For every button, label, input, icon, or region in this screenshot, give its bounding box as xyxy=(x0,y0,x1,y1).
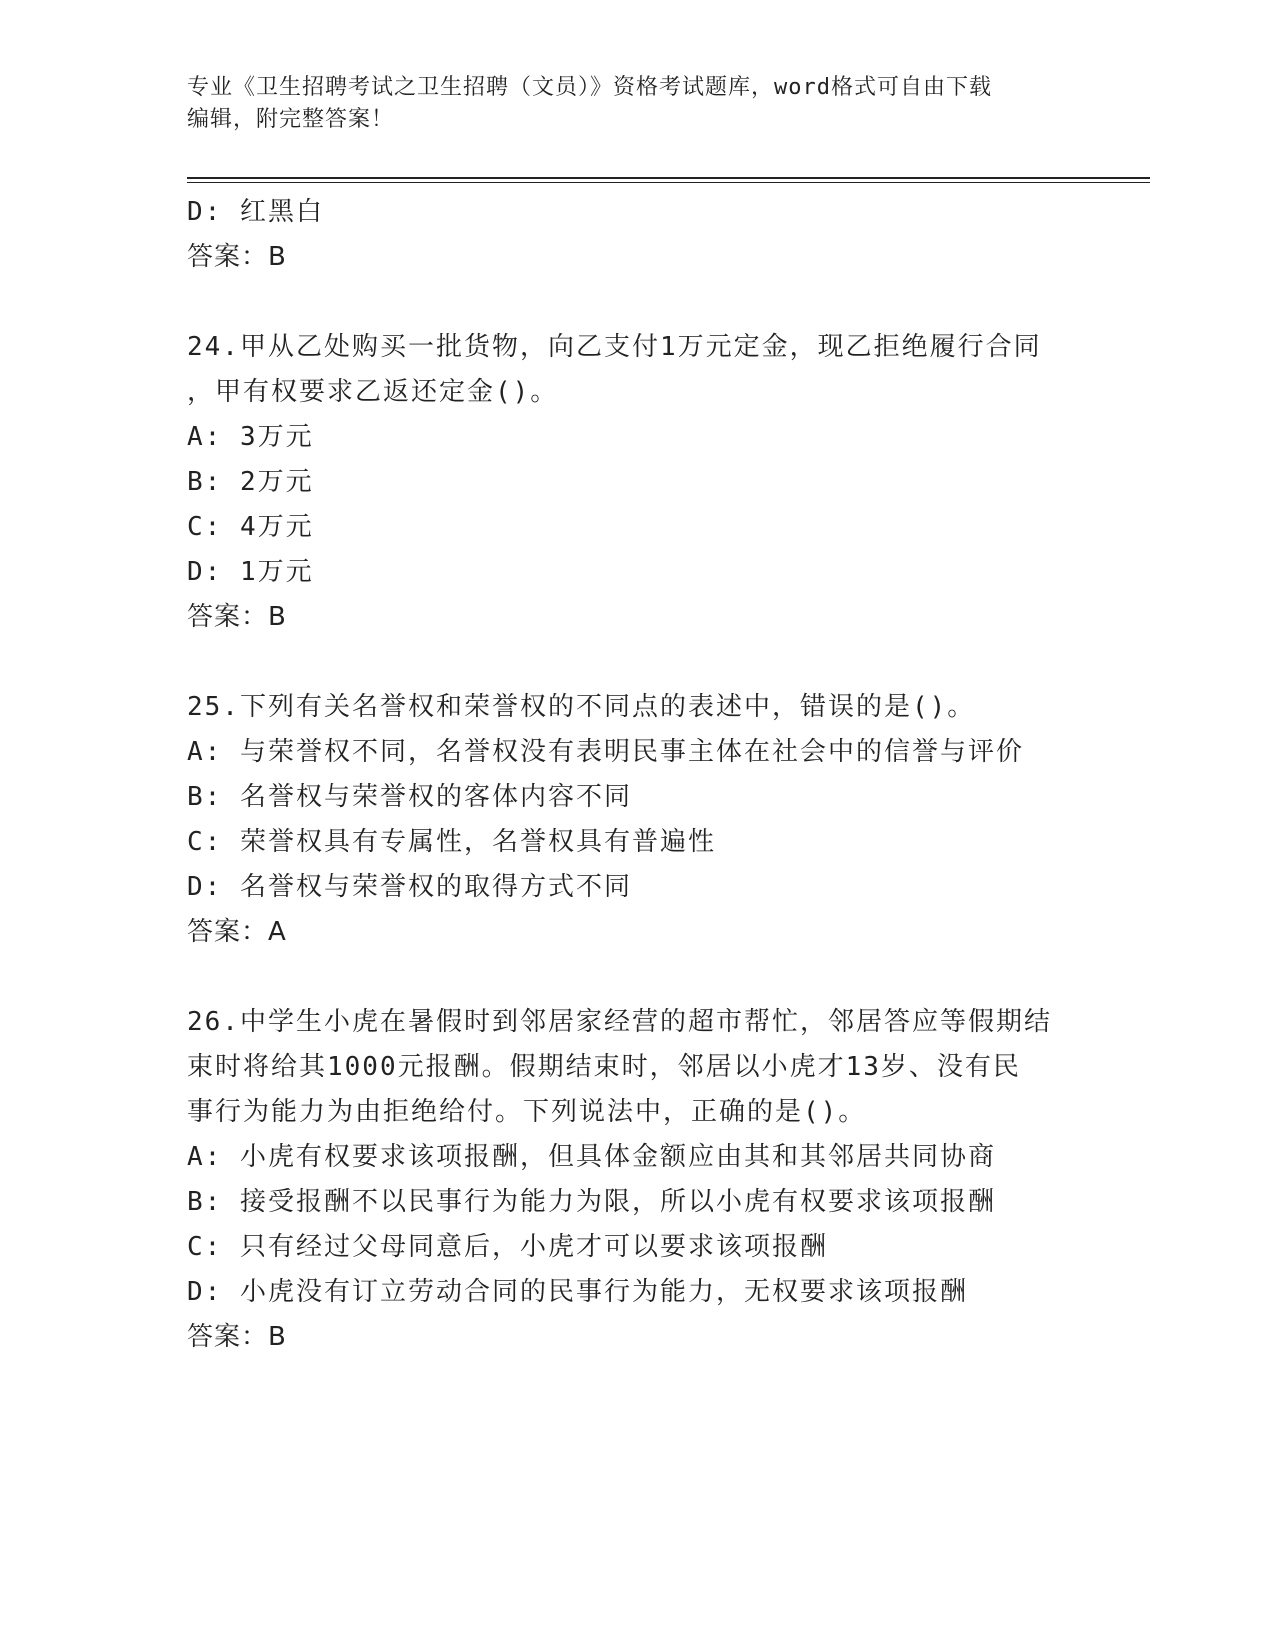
header-divider-thin xyxy=(187,182,1150,183)
option-d: D: 红黑白 xyxy=(187,197,324,227)
option-d: D: 名誉权与荣誉权的取得方式不同 xyxy=(187,872,632,902)
question-stem: 事行为能力为由拒绝给付。下列说法中，正确的是()。 xyxy=(187,1097,867,1127)
option-a: A: 与荣誉权不同，名誉权没有表明民事主体在社会中的信誉与评价 xyxy=(187,737,1024,767)
question-stem: 26.中学生小虎在暑假时到邻居家经营的超市帮忙，邻居答应等假期结 xyxy=(187,1007,1052,1037)
question-stem: ，甲有权要求乙返还定金()。 xyxy=(187,377,559,407)
answer-line: 答案：A xyxy=(187,917,287,947)
spacer xyxy=(187,640,1087,685)
question-24 xyxy=(187,325,1087,640)
question-26 xyxy=(187,1000,1087,1360)
option-a: A: 小虎有权要求该项报酬，但具体金额应由其和其邻居共同协商 xyxy=(187,1142,996,1172)
document-header xyxy=(187,72,1067,136)
option-d: D: 1万元 xyxy=(187,557,314,587)
question-stem: 24.甲从乙处购买一批货物，向乙支付1万元定金，现乙拒绝履行合同 xyxy=(187,332,1042,362)
option-b: B: 名誉权与荣誉权的客体内容不同 xyxy=(187,782,632,812)
spacer xyxy=(187,280,1087,325)
option-d: D: 小虎没有订立劳动合同的民事行为能力，无权要求该项报酬 xyxy=(187,1277,968,1307)
header-line-2: 编辑，附完整答案！ xyxy=(187,107,395,132)
question-23-tail xyxy=(187,190,1087,280)
question-25 xyxy=(187,685,1087,955)
spacer xyxy=(187,955,1087,1000)
option-c: C: 只有经过父母同意后，小虎才可以要求该项报酬 xyxy=(187,1232,828,1262)
question-stem: 25.下列有关名誉权和荣誉权的不同点的表述中，错误的是()。 xyxy=(187,692,976,722)
question-content xyxy=(187,190,1087,1360)
question-stem: 束时将给其1000元报酬。假期结束时，邻居以小虎才13岁、没有民 xyxy=(187,1052,1021,1082)
header-divider-thick xyxy=(187,177,1150,179)
header-line-1: 专业《卫生招聘考试之卫生招聘（文员）》资格考试题库，word格式可自由下载 xyxy=(187,75,992,100)
answer-line: 答案：B xyxy=(187,602,287,632)
option-a: A: 3万元 xyxy=(187,422,314,452)
option-c: C: 荣誉权具有专属性，名誉权具有普遍性 xyxy=(187,827,716,857)
option-b: B: 2万元 xyxy=(187,467,314,497)
option-c: C: 4万元 xyxy=(187,512,314,542)
option-b: B: 接受报酬不以民事行为能力为限，所以小虎有权要求该项报酬 xyxy=(187,1187,996,1217)
answer-line: 答案：B xyxy=(187,242,287,272)
answer-line: 答案：B xyxy=(187,1322,287,1352)
